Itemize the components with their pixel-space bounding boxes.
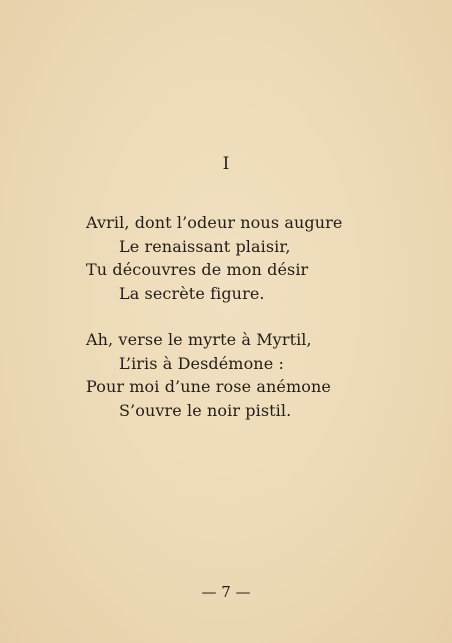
verse-line: Ah, verse le myrte à Myrtil, [86,330,312,349]
verse-line: L’iris à Desdémone : [119,353,284,373]
verse-line: La secrète figure. [119,283,265,303]
section-numeral: I [222,154,230,174]
verse-line: Avril, dont l’odeur nous augure [86,213,343,232]
verse-line: Pour moi d’une rose anémone [86,377,331,396]
verse-line: Le renaissant plaisir, [119,236,291,256]
verse-line: Tu découvres de mon désir [86,260,309,279]
stanza-1 [86,211,386,305]
verse-line: S’ouvre le noir pistil. [119,400,292,420]
stanza-2 [86,328,386,422]
page-number: — 7 — [201,583,251,601]
